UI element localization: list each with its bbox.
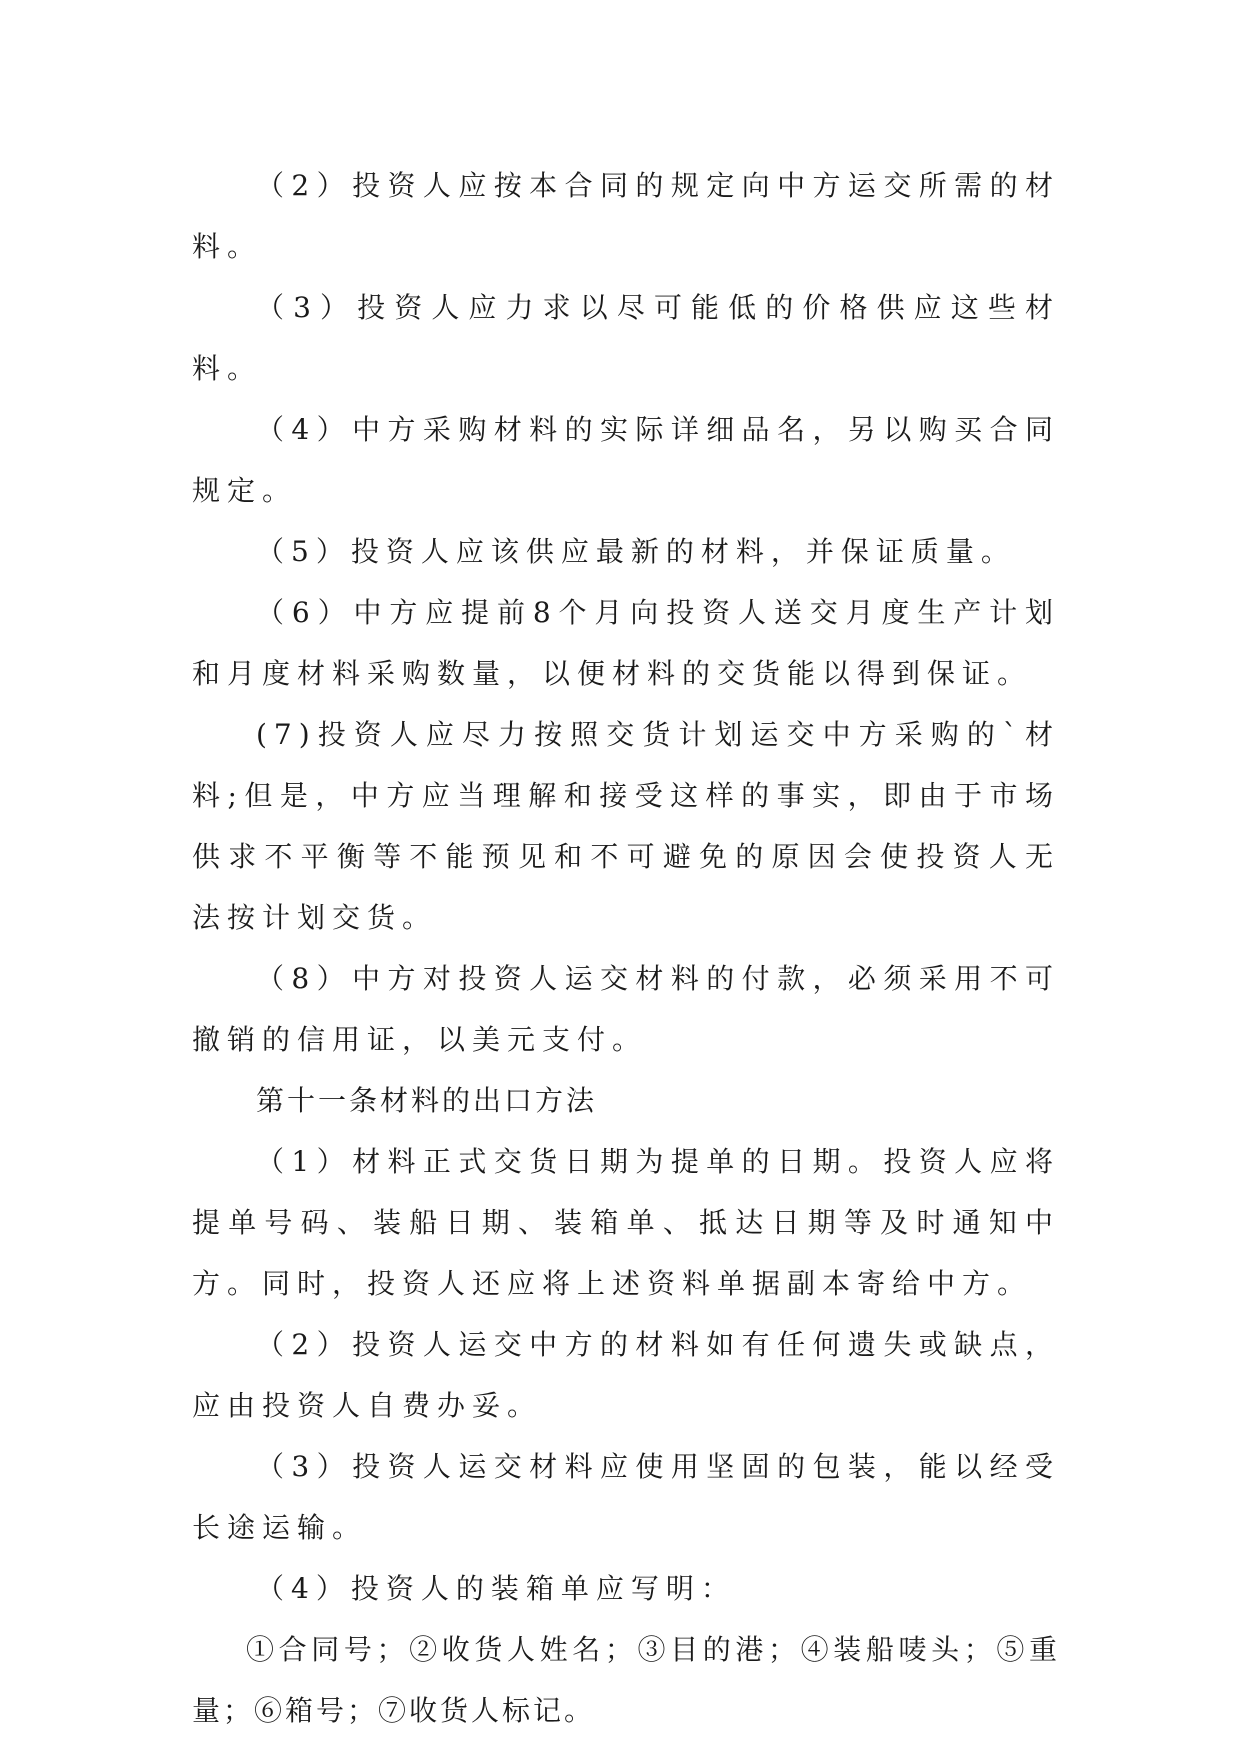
marking-list: ①合同号；②收货人姓名；③目的港；④装船唛头；⑤重量；⑥箱号；⑦收货人标记。 — [192, 1633, 1060, 1727]
document-body — [192, 155, 1060, 1741]
article-heading: 第十一条材料的出口方法 — [256, 1084, 598, 1117]
paragraph-clause-6: （6）中方应提前8个月向投资人送交月度生产计划和月度材料采购数量，以便材料的交货能以得到保证。 — [192, 596, 1060, 690]
article-paragraph-2: （2）投资人运交中方的材料如有任何遗失或缺点，应由投资人自费办妥。 — [192, 1328, 1060, 1422]
paragraph-clause-5: （5）投资人应该供应最新的材料，并保证质量。 — [256, 535, 1016, 568]
article-paragraph-1: （1）材料正式交货日期为提单的日期。投资人应将提单号码、装船日期、装箱单、抵达日期等及时通知中方。同时，投资人还应将上述资料单据副本寄给中方。 — [192, 1145, 1060, 1300]
paragraph-clause-3: （3）投资人应力求以尽可能低的价格供应这些材料。 — [192, 291, 1060, 385]
article-paragraph-3: （3）投资人运交材料应使用坚固的包装，能以经受长途运输。 — [192, 1450, 1060, 1544]
paragraph-clause-7: (7)投资人应尽力按照交货计划运交中方采购的`材料;但是，中方应当理解和接受这样的事实，即由于市场供求不平衡等不能预见和不可避免的原因会使投资人无法按计划交货。 — [192, 718, 1060, 934]
article-paragraph-4: （4）投资人的装箱单应写明： — [256, 1572, 736, 1605]
paragraph-clause-4: （4）中方采购材料的实际详细品名，另以购买合同规定。 — [192, 413, 1060, 507]
paragraph-clause-2: （2）投资人应按本合同的规定向中方运交所需的材料。 — [192, 169, 1060, 263]
paragraph-clause-8: （8）中方对投资人运交材料的付款，必须采用不可撤销的信用证，以美元支付。 — [192, 962, 1060, 1056]
